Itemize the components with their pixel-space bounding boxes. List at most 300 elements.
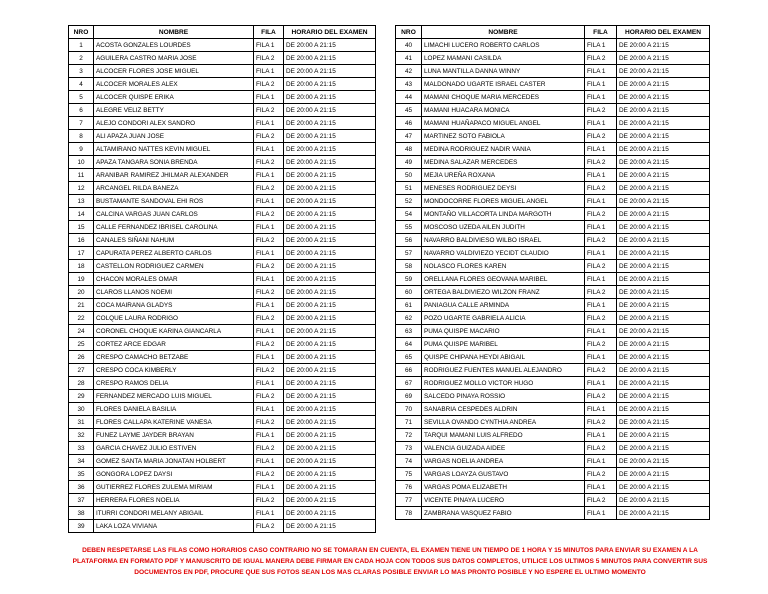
cell-nombre: POZO UGARTE GABRIELA ALICIA [422,312,585,325]
cell-horario: DE 20:00 A 21:15 [617,442,710,455]
table-row [396,390,710,403]
cell-horario: DE 20:00 A 21:15 [284,52,376,65]
cell-nombre: GONGORA LOPEZ DAYSI [94,468,254,481]
cell-nombre: MEJIA UREÑA ROXANA [422,169,585,182]
cell-fila: FILA 1 [254,481,284,494]
cell-fila: FILA 2 [585,104,617,117]
cell-nombre: CHACON MORALES OMAR [94,273,254,286]
cell-nro: 19 [69,273,94,286]
table-row [396,65,710,78]
cell-fila: FILA 2 [585,364,617,377]
cell-nombre: VARGAS LOAYZA GUSTAVO [422,468,585,481]
cell-horario: DE 20:00 A 21:15 [617,247,710,260]
table-row [396,299,710,312]
cell-nombre: ACOSTA GONZALES LOURDES [94,39,254,52]
cell-nombre: FERNANDEZ MERCADO LUIS MIGUEL [94,390,254,403]
table-row [69,468,376,481]
cell-nro: 70 [396,403,422,416]
header-horario: HORARIO DEL EXAMEN [284,26,376,39]
cell-nro: 11 [69,169,94,182]
cell-fila: FILA 1 [254,247,284,260]
cell-nombre: CAPURATA PEREZ ALBERTO CARLOS [94,247,254,260]
cell-fila: FILA 2 [254,156,284,169]
table-row [69,156,376,169]
cell-nro: 63 [396,325,422,338]
table-row [69,455,376,468]
cell-horario: DE 20:00 A 21:15 [284,429,376,442]
cell-fila: FILA 2 [585,260,617,273]
cell-fila: FILA 1 [585,221,617,234]
cell-horario: DE 20:00 A 21:15 [284,130,376,143]
table-row [396,182,710,195]
cell-nro: 57 [396,247,422,260]
cell-horario: DE 20:00 A 21:15 [284,260,376,273]
table-row [396,325,710,338]
table-row [396,364,710,377]
cell-fila: FILA 2 [585,494,617,507]
cell-nro: 17 [69,247,94,260]
cell-nro: 26 [69,351,94,364]
table-row [69,494,376,507]
cell-nombre: ARCANGEL RILDA BANEZA [94,182,254,195]
header-fila: FILA [254,26,284,39]
cell-fila: FILA 2 [254,468,284,481]
header-nro: NRO [69,26,94,39]
table-row [396,39,710,52]
cell-horario: DE 20:00 A 21:15 [284,377,376,390]
cell-horario: DE 20:00 A 21:15 [284,494,376,507]
cell-nombre: TARQUI MAMANI LUIS ALFREDO [422,429,585,442]
cell-nombre: CLAROS LLANOS NOEMI [94,286,254,299]
cell-nombre: ITURRI CONDORI MELANY ABIGAIL [94,507,254,520]
cell-nombre: GUTIERREZ FLORES ZULEMA MIRIAM [94,481,254,494]
cell-fila: FILA 1 [254,143,284,156]
table-row [396,455,710,468]
cell-horario: DE 20:00 A 21:15 [617,338,710,351]
cell-nombre: COLQUE LAURA RODRIGO [94,312,254,325]
cell-horario: DE 20:00 A 21:15 [284,221,376,234]
cell-horario: DE 20:00 A 21:15 [284,78,376,91]
cell-nro: 27 [69,364,94,377]
cell-horario: DE 20:00 A 21:15 [617,286,710,299]
table-row [69,442,376,455]
cell-nro: 6 [69,104,94,117]
cell-nombre: ZAMBRANA VASQUEZ FABIO [422,507,585,520]
table-row [396,78,710,91]
cell-horario: DE 20:00 A 21:15 [617,195,710,208]
table-row [69,351,376,364]
cell-nombre: ORELLANA FLORES GEOVANA MARIBEL [422,273,585,286]
cell-nombre: LOPEZ MAMANI CASILDA [422,52,585,65]
cell-fila: FILA 1 [585,455,617,468]
cell-fila: FILA 2 [254,390,284,403]
table-row [69,403,376,416]
cell-horario: DE 20:00 A 21:15 [617,416,710,429]
cell-nombre: SALCEDO PINAYA ROSSIO [422,390,585,403]
cell-nro: 45 [396,104,422,117]
header-nro: NRO [396,26,422,39]
cell-nombre: CRESPO RAMOS DELIA [94,377,254,390]
table-row [69,377,376,390]
cell-nombre: ALEJO CONDORI ALEX SANDRO [94,117,254,130]
cell-nombre: ALCOCER FLORES JOSE MIGUEL [94,65,254,78]
cell-nro: 72 [396,429,422,442]
table-row [69,130,376,143]
cell-nro: 1 [69,39,94,52]
cell-horario: DE 20:00 A 21:15 [617,221,710,234]
cell-nro: 55 [396,221,422,234]
cell-horario: DE 20:00 A 21:15 [617,91,710,104]
header-row [396,26,710,39]
cell-fila: FILA 2 [585,156,617,169]
cell-nro: 39 [69,520,94,533]
cell-nro: 62 [396,312,422,325]
table-row [69,195,376,208]
table-row [396,208,710,221]
cell-fila: FILA 2 [254,312,284,325]
cell-nro: 50 [396,169,422,182]
cell-nro: 51 [396,182,422,195]
cell-nro: 54 [396,208,422,221]
cell-horario: DE 20:00 A 21:15 [284,468,376,481]
cell-horario: DE 20:00 A 21:15 [284,403,376,416]
table-row [69,78,376,91]
cell-nombre: FLORES CALLAPA KATERINE VANESA [94,416,254,429]
cell-nro: 69 [396,390,422,403]
table-row [69,234,376,247]
cell-fila: FILA 1 [585,325,617,338]
cell-fila: FILA 2 [254,52,284,65]
table-row [396,442,710,455]
table-row [396,312,710,325]
cell-fila: FILA 1 [254,299,284,312]
cell-horario: DE 20:00 A 21:15 [617,481,710,494]
cell-nombre: VICENTE PINAYA LUCERO [422,494,585,507]
cell-nombre: COCA MAIRANA GLADYS [94,299,254,312]
table-row [69,104,376,117]
cell-horario: DE 20:00 A 21:15 [284,416,376,429]
cell-nro: 46 [396,117,422,130]
cell-fila: FILA 2 [585,182,617,195]
cell-nro: 77 [396,494,422,507]
cell-fila: FILA 2 [254,104,284,117]
cell-nombre: LAKA LOZA VIVIANA [94,520,254,533]
header-fila: FILA [585,26,617,39]
cell-nro: 48 [396,143,422,156]
cell-horario: DE 20:00 A 21:15 [617,351,710,364]
cell-horario: DE 20:00 A 21:15 [284,507,376,520]
table-row [396,416,710,429]
header-nombre: NOMBRE [422,26,585,39]
cell-nombre: MAMANI CHOQUE MARIA MERCEDES [422,91,585,104]
cell-nro: 42 [396,65,422,78]
cell-horario: DE 20:00 A 21:15 [284,91,376,104]
cell-horario: DE 20:00 A 21:15 [284,481,376,494]
roster-body-right [396,39,710,520]
cell-nro: 12 [69,182,94,195]
cell-nro: 66 [396,364,422,377]
table-row [69,273,376,286]
cell-nro: 58 [396,260,422,273]
cell-nro: 20 [69,286,94,299]
table-row [69,312,376,325]
cell-fila: FILA 2 [254,208,284,221]
table-row [396,104,710,117]
cell-nombre: CALCINA VARGAS JUAN CARLOS [94,208,254,221]
table-row [396,377,710,390]
cell-nombre: MEDINA SALAZAR MERCEDES [422,156,585,169]
table-row [396,143,710,156]
cell-nro: 29 [69,390,94,403]
table-row [396,338,710,351]
cell-nombre: NAVARRO VALDIVIEZO YECIDT CLAUDIO [422,247,585,260]
cell-fila: FILA 1 [254,117,284,130]
cell-fila: FILA 1 [254,377,284,390]
cell-fila: FILA 1 [254,507,284,520]
cell-nro: 3 [69,65,94,78]
cell-fila: FILA 1 [585,78,617,91]
cell-fila: FILA 2 [585,442,617,455]
cell-nombre: CALLE FERNANDEZ IBRISEL CAROLINA [94,221,254,234]
cell-nombre: ALCOCER QUISPE ERIKA [94,91,254,104]
cell-horario: DE 20:00 A 21:15 [617,143,710,156]
table-row [69,520,376,533]
cell-fila: FILA 1 [585,65,617,78]
table-row [396,234,710,247]
cell-nombre: LUNA MANTILLA DANNA WINNY [422,65,585,78]
cell-nombre: CRESPO CAMACHO BETZABE [94,351,254,364]
table-row [69,507,376,520]
cell-fila: FILA 1 [254,221,284,234]
cell-nro: 36 [69,481,94,494]
cell-fila: FILA 1 [254,195,284,208]
cell-nombre: AGUILERA CASTRO MARIA JOSE [94,52,254,65]
cell-horario: DE 20:00 A 21:15 [284,273,376,286]
table-row [396,91,710,104]
cell-nombre: VARGAS NOELIA ANDREA [422,455,585,468]
table-row [69,143,376,156]
cell-nro: 34 [69,455,94,468]
cell-horario: DE 20:00 A 21:15 [284,351,376,364]
cell-fila: FILA 2 [254,78,284,91]
cell-nro: 5 [69,91,94,104]
table-row [396,221,710,234]
cell-fila: FILA 1 [254,455,284,468]
cell-nombre: MAMANI HUACARA MONICA [422,104,585,117]
cell-horario: DE 20:00 A 21:15 [617,104,710,117]
table-row [69,286,376,299]
cell-nombre: ALI APAZA JUAN JOSE [94,130,254,143]
cell-fila: FILA 1 [254,351,284,364]
cell-fila: FILA 1 [585,91,617,104]
table-row [69,221,376,234]
cell-fila: FILA 1 [254,273,284,286]
cell-horario: DE 20:00 A 21:15 [617,429,710,442]
cell-fila: FILA 1 [254,65,284,78]
cell-horario: DE 20:00 A 21:15 [617,182,710,195]
cell-horario: DE 20:00 A 21:15 [617,65,710,78]
cell-nro: 14 [69,208,94,221]
cell-fila: FILA 2 [254,260,284,273]
cell-nro: 74 [396,455,422,468]
cell-horario: DE 20:00 A 21:15 [284,247,376,260]
cell-fila: FILA 2 [254,364,284,377]
table-row [396,260,710,273]
cell-nro: 7 [69,117,94,130]
cell-nro: 64 [396,338,422,351]
cell-horario: DE 20:00 A 21:15 [284,104,376,117]
cell-fila: FILA 2 [585,286,617,299]
cell-nombre: SANABRIA CESPEDES ALDRIN [422,403,585,416]
cell-fila: FILA 2 [585,338,617,351]
cell-nombre: NOLASCO FLORES KAREN [422,260,585,273]
cell-horario: DE 20:00 A 21:15 [284,286,376,299]
table-row [396,351,710,364]
cell-nombre: MONDOCORRE FLORES MIGUEL ANGEL [422,195,585,208]
table-row [69,247,376,260]
cell-horario: DE 20:00 A 21:15 [284,390,376,403]
cell-nro: 24 [69,325,94,338]
cell-nro: 78 [396,507,422,520]
cell-nombre: CRESPO COCA KIMBERLY [94,364,254,377]
cell-nro: 10 [69,156,94,169]
cell-nro: 76 [396,481,422,494]
cell-nombre: ARANIBAR RAMIREZ JHILMAR ALEXANDER [94,169,254,182]
cell-nro: 65 [396,351,422,364]
cell-nombre: CANALES SIÑANI NAHUM [94,234,254,247]
cell-fila: FILA 1 [254,91,284,104]
cell-nro: 56 [396,234,422,247]
cell-fila: FILA 1 [254,39,284,52]
table-row [396,117,710,130]
table-row [396,195,710,208]
cell-fila: FILA 2 [254,442,284,455]
table-row [69,429,376,442]
cell-horario: DE 20:00 A 21:15 [284,195,376,208]
cell-horario: DE 20:00 A 21:15 [617,208,710,221]
cell-nro: 25 [69,338,94,351]
cell-horario: DE 20:00 A 21:15 [284,364,376,377]
cell-horario: DE 20:00 A 21:15 [617,130,710,143]
cell-nro: 71 [396,416,422,429]
table-row [69,169,376,182]
cell-nombre: PUMA QUISPE MACARIO [422,325,585,338]
cell-horario: DE 20:00 A 21:15 [617,507,710,520]
cell-nombre: MENESES RODRIGUEZ DEYSI [422,182,585,195]
cell-horario: DE 20:00 A 21:15 [284,208,376,221]
cell-nombre: CORTEZ ARCE EDGAR [94,338,254,351]
cell-nro: 75 [396,468,422,481]
table-row [396,247,710,260]
cell-horario: DE 20:00 A 21:15 [284,442,376,455]
table-row [396,481,710,494]
cell-nro: 21 [69,299,94,312]
cell-horario: DE 20:00 A 21:15 [284,65,376,78]
cell-nombre: APAZA TANGARA SONIA BRENDA [94,156,254,169]
cell-horario: DE 20:00 A 21:15 [284,117,376,130]
cell-fila: FILA 2 [585,208,617,221]
cell-nro: 60 [396,286,422,299]
cell-fila: FILA 1 [585,273,617,286]
cell-horario: DE 20:00 A 21:15 [617,325,710,338]
cell-fila: FILA 2 [254,520,284,533]
table-row [396,169,710,182]
table-row [69,416,376,429]
cell-nombre: RODRIGUEZ MOLLO VICTOR HUGO [422,377,585,390]
table-row [396,494,710,507]
cell-nro: 4 [69,78,94,91]
cell-horario: DE 20:00 A 21:15 [617,468,710,481]
roster-table-right [395,25,710,520]
cell-nro: 61 [396,299,422,312]
cell-fila: FILA 1 [585,169,617,182]
header-horario: HORARIO DEL EXAMEN [617,26,710,39]
cell-horario: DE 20:00 A 21:15 [284,312,376,325]
cell-nombre: LIMACHI LUCERO ROBERTO CARLOS [422,39,585,52]
cell-nombre: PANIAGUA CALLE ARMINDA [422,299,585,312]
cell-nro: 15 [69,221,94,234]
cell-horario: DE 20:00 A 21:15 [284,234,376,247]
cell-horario: DE 20:00 A 21:15 [617,299,710,312]
cell-nombre: VALENCIA GUIZADA AIDEE [422,442,585,455]
cell-nro: 2 [69,52,94,65]
cell-fila: FILA 1 [585,377,617,390]
cell-fila: FILA 2 [254,286,284,299]
cell-fila: FILA 1 [585,299,617,312]
cell-fila: FILA 1 [585,481,617,494]
cell-fila: FILA 2 [585,234,617,247]
cell-horario: DE 20:00 A 21:15 [284,299,376,312]
cell-horario: DE 20:00 A 21:15 [617,312,710,325]
cell-nro: 22 [69,312,94,325]
cell-fila: FILA 1 [585,247,617,260]
cell-fila: FILA 2 [585,130,617,143]
cell-nombre: QUISPE CHIPANA HEYDI ABIGAIL [422,351,585,364]
table-row [69,299,376,312]
cell-fila: FILA 2 [254,182,284,195]
cell-nombre: ALTAMIRANO NATTES KEVIN MIGUEL [94,143,254,156]
cell-fila: FILA 2 [254,416,284,429]
table-row [396,286,710,299]
cell-nro: 18 [69,260,94,273]
cell-nro: 40 [396,39,422,52]
cell-nro: 49 [396,156,422,169]
cell-nombre: HERRERA FLORES NOELIA [94,494,254,507]
cell-nombre: CASTELLON RODRIGUEZ CARMEN [94,260,254,273]
header-row [69,26,376,39]
cell-fila: FILA 1 [585,143,617,156]
cell-nro: 13 [69,195,94,208]
cell-nro: 31 [69,416,94,429]
cell-horario: DE 20:00 A 21:15 [617,377,710,390]
cell-nombre: MAMANI HUAÑAPACO MIGUEL ANGEL [422,117,585,130]
cell-fila: FILA 1 [585,117,617,130]
cell-horario: DE 20:00 A 21:15 [284,338,376,351]
cell-horario: DE 20:00 A 21:15 [284,169,376,182]
cell-horario: DE 20:00 A 21:15 [617,494,710,507]
table-row [69,325,376,338]
cell-fila: FILA 2 [254,234,284,247]
cell-fila: FILA 1 [254,169,284,182]
cell-nro: 44 [396,91,422,104]
cell-horario: DE 20:00 A 21:15 [284,182,376,195]
cell-nro: 43 [396,78,422,91]
exam-instructions-notice: DEBEN RESPETARSE LAS FILAS COMO HORARIOS CASO CONTRARIO NO SE TOMARAN EN CUENTA, EL EXAMEN TIENE UN TIEMPO DE 1 HORA Y 15 MINUTOS PARA ENVIAR SU EXAMEN A LA PLATAFORMA EN FORMATO PDF Y MANUSCRITO DE IGUAL MANERA DEBE FIRMAR EN CADA HOJA CON TODOS SUS DATOS COMPLETOS, UTILICE LOS ULTIMOS 5 MINUTOS PARA CONVERTIR SUS DOCUMENTOS EN PDF, PROCURE QUE SUS FOTOS SEAN LOS MAS CLARAS POSIBLE ENVIAR LO MAS PRONTO POSIBLE Y NO ESPERE EL ULTIMO MOMENTO [72,547,708,576]
cell-nombre: CORONEL CHOQUE KARINA GIANCARLA [94,325,254,338]
cell-horario: DE 20:00 A 21:15 [617,52,710,65]
cell-horario: DE 20:00 A 21:15 [284,156,376,169]
cell-fila: FILA 2 [254,338,284,351]
